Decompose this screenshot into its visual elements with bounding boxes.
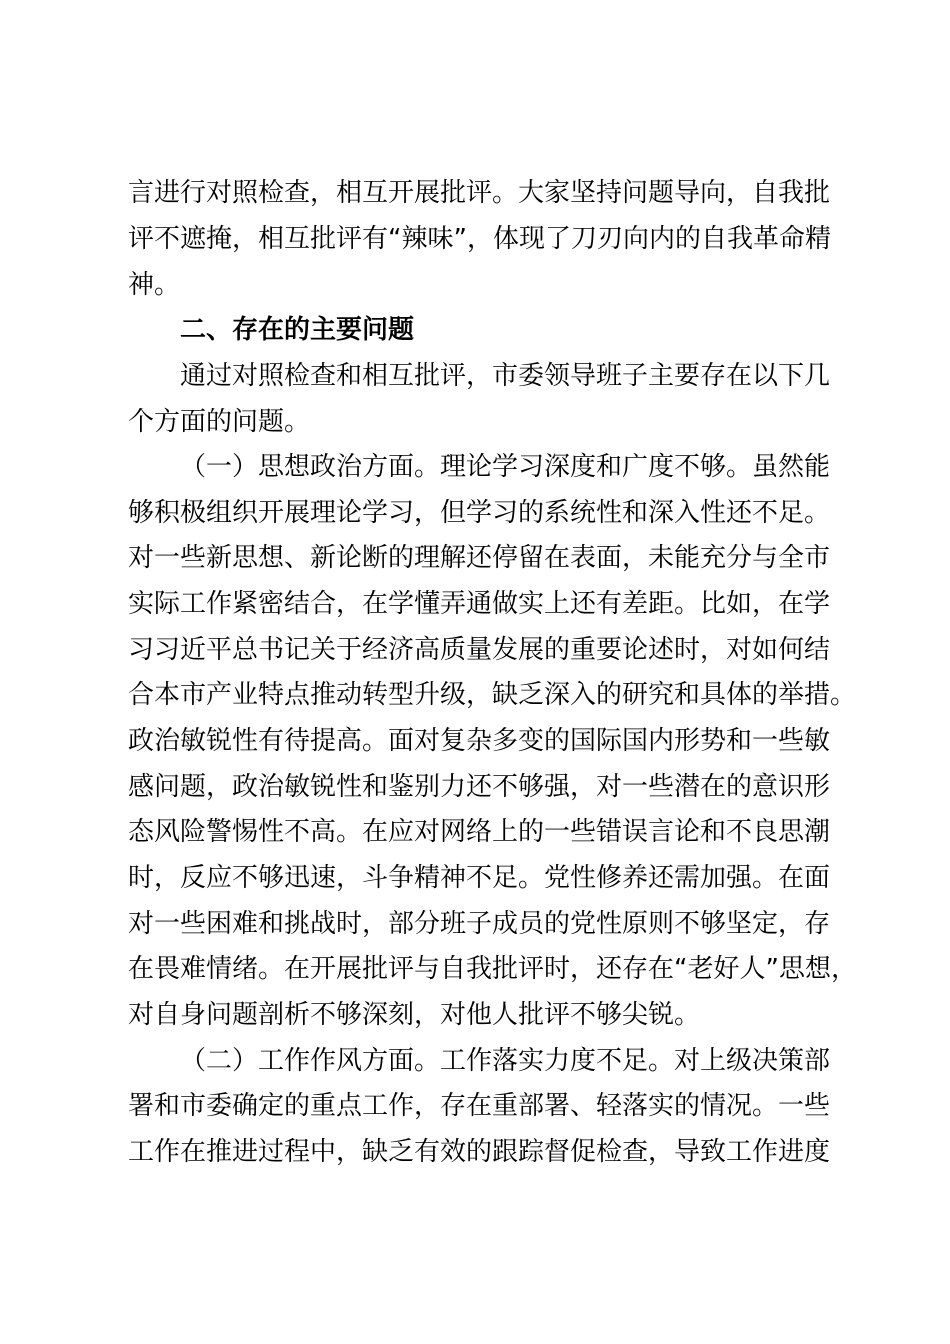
body-text-line: 通过对照检查和相互批评，市委领导班子主要存在以下几 [180,361,831,391]
body-text-line: 神。 [128,270,181,300]
body-text-line: 署和市委确定的重点工作，存在重部署、轻落实的情况。一些 [128,1091,831,1121]
body-text-line: 够积极组织开展理论学习，但学习的系统性和深入性还不足。 [128,498,831,528]
body-text-line: 时，反应不够迅速，斗争精神不足。党性修养还需加强。在面 [128,863,831,893]
body-text-line: 习习近平总书记关于经济高质量发展的重要论述时，对如何结 [128,635,831,665]
body-text-line: 对自身问题剖析不够深刻，对他人批评不够尖锐。 [128,1000,701,1030]
body-text-line: 态风险警惕性不高。在应对网络上的一些错误言论和不良思潮 [128,817,831,847]
body-text-line: 感问题，政治敏锐性和鉴别力还不够强，对一些潜在的意识形 [128,772,831,802]
body-text-line: 评不遮掩，相互批评有“辣味”，体现了刀刃向内的自我革命精 [128,224,831,254]
body-text-line: 言进行对照检查，相互开展批评。大家坚持问题导向，自我批 [128,178,831,208]
section-heading: 二、存在的主要问题 [180,315,415,345]
body-text-line: 实际工作紧密结合，在学懂弄通做实上还有差距。比如，在学 [128,589,831,619]
body-text-line: 对一些新思想、新论断的理解还停留在表面，未能充分与全市 [128,543,831,573]
body-text-line: 工作在推进过程中，缺乏有效的跟踪督促检查，导致工作进度 [128,1137,831,1167]
body-text-line: 个方面的问题。 [128,407,311,437]
body-text-line: （一）思想政治方面。理论学习深度和广度不够。虽然能 [180,452,831,482]
body-text-line: 对一些困难和挑战时，部分班子成员的党性原则不够坚定，存 [128,909,831,939]
body-text-line: 政治敏锐性有待提高。面对复杂多变的国际国内形势和一些敏 [128,726,831,756]
body-text-line: 在畏难情绪。在开展批评与自我批评时，还存在“老好人”思想， [128,954,857,984]
body-text-line: （二）工作作风方面。工作落实力度不足。对上级决策部 [180,1046,831,1076]
body-text-line: 合本市产业特点推动转型升级，缺乏深入的研究和具体的举措。 [128,680,857,710]
